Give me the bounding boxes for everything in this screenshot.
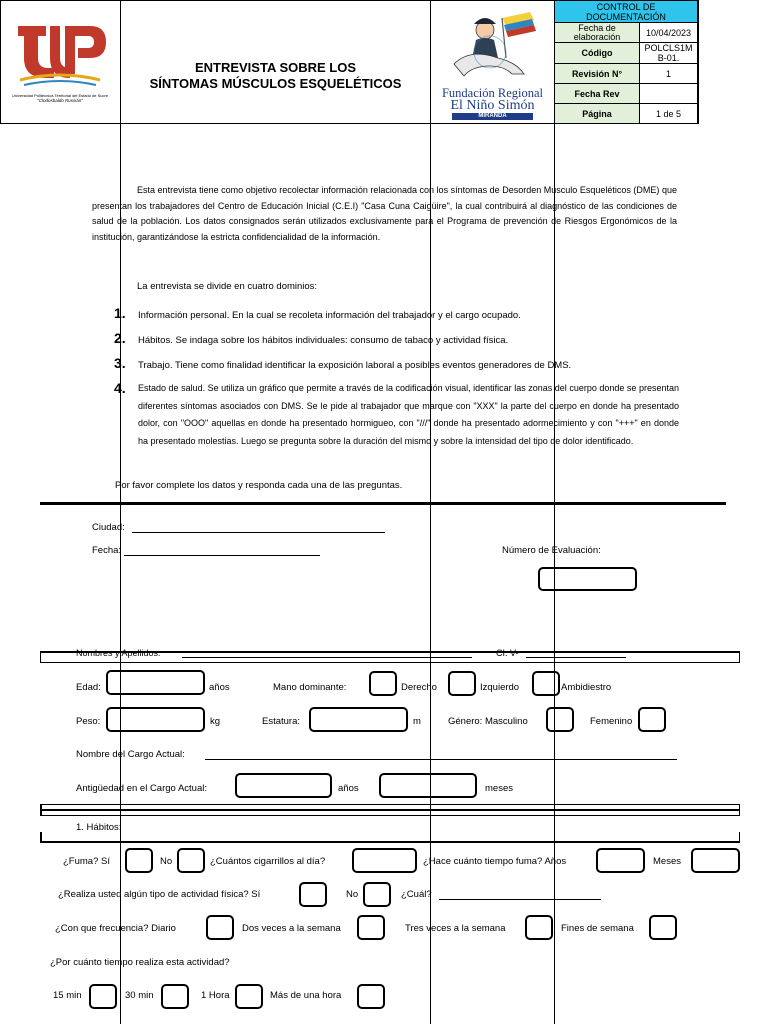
mano-label: Mano dominante: [273, 682, 347, 693]
foundation-name-3: MIRANDA [452, 113, 533, 120]
peso-box[interactable] [106, 707, 205, 732]
title-line-2: SÍNTOMAS MÚSCULOS ESQUELÉTICOS [149, 76, 402, 91]
foundation-name-2: El Niño Simón [450, 98, 535, 113]
derecho-checkbox[interactable] [369, 671, 397, 696]
antiguedad-meses-unit: meses [485, 783, 513, 794]
control-value-revision: 1 [640, 64, 698, 84]
estatura-label: Estatura: [262, 716, 301, 727]
tres-veces-label: Tres veces a la semana [405, 923, 506, 934]
ambidiestro-checkbox[interactable] [532, 671, 560, 696]
antiguedad-label: Antigüedad en el Cargo Actual: [76, 783, 207, 794]
edad-unit: años [209, 682, 230, 693]
nombres-label: Nombres y Apellidos: [76, 648, 161, 658]
hora1-label: 1 Hora [201, 990, 230, 1001]
ciudad-label: Ciudad: [92, 522, 125, 533]
habitos-heading: 1. Hábitos: [76, 822, 122, 833]
habitos-frame [40, 832, 740, 843]
fuma-anos-box[interactable] [596, 848, 645, 873]
por-cuanto-label: ¿Por cuánto tiempo realiza esta actividad? [50, 957, 230, 968]
fuma-meses-label: Meses [653, 856, 681, 867]
actividad-no-checkbox[interactable] [363, 882, 391, 907]
fuma-no-label: No [160, 856, 173, 867]
cigarrillos-label: ¿Cuántos cigarrillos al día? [210, 856, 326, 867]
actividad-label: ¿Realiza usted algún tipo de actividad física? Sí [58, 889, 261, 900]
domain-number: 4. [114, 380, 126, 396]
ciudad-field[interactable] [132, 532, 385, 533]
foundation-logo [440, 8, 545, 120]
fuma-label: ¿Fuma? Sí [63, 856, 110, 867]
fuma-meses-box[interactable] [691, 848, 740, 873]
document-header [0, 0, 699, 124]
estatura-box[interactable] [309, 707, 408, 732]
domain-number: 3. [114, 355, 126, 371]
university-caption-1: Universidad Politécnica Territorial del Estado de Sucre [11, 93, 109, 98]
domain-text: Trabajo. Tiene como finalidad identificar la exposición laboral a posibles eventos generadores de DMS. [138, 360, 572, 371]
fuma-si-checkbox[interactable] [125, 848, 153, 873]
domain-text: Información personal. En la cual se recoleta información del trabajador y el cargo ocupado. [138, 310, 521, 321]
antiguedad-anos-unit: años [338, 783, 359, 794]
title-line-1: ENTREVISTA SOBRE LOS [194, 60, 357, 75]
frecuencia-label: ¿Con que frecuencia? Diario [55, 923, 176, 934]
domain-text: Hábitos. Se indaga sobre los hábitos individuales: consumo de tabaco y actividad física. [138, 335, 509, 346]
antiguedad-anos-box[interactable] [235, 773, 332, 798]
control-label-fecha-rev: Fecha Rev [555, 84, 640, 104]
derecho-label: Derecho [401, 682, 437, 693]
control-label-revision: Revisión N° [555, 64, 640, 84]
domains-intro: La entrevista se divide en cuatro dominios: [137, 281, 318, 292]
fecha-label: Fecha: [92, 545, 122, 556]
tres-veces-checkbox[interactable] [525, 915, 553, 940]
estatura-unit: m [413, 716, 421, 727]
numero-evaluacion-label: Número de Evaluación: [502, 545, 601, 556]
hace-cuanto-label: ¿Hace cuánto tiempo fuma? Años [423, 856, 567, 867]
university-logo-mark-icon [10, 18, 110, 88]
section-divider [42, 809, 740, 811]
min30-label: 30 min [125, 990, 154, 1001]
closing-text: Por favor complete los datos y responda cada una de las preguntas. [115, 480, 403, 491]
ambidiestro-label: Ambidiestro [561, 682, 612, 693]
domain-item-4 [114, 380, 679, 450]
min15-checkbox[interactable] [89, 984, 117, 1009]
cual-field[interactable] [439, 899, 601, 900]
cigarrillos-box[interactable] [352, 848, 417, 873]
hora1-checkbox[interactable] [235, 984, 263, 1009]
fines-checkbox[interactable] [649, 915, 677, 940]
actividad-no-label: No [346, 889, 359, 900]
nino-simon-figure-icon [440, 8, 540, 80]
control-heading: CONTROL DE DOCUMENTACIÓN [555, 1, 698, 23]
university-logo [10, 18, 110, 108]
domains-list [114, 305, 679, 450]
foundation-name-1: Fundación Regional [441, 86, 544, 100]
diario-checkbox[interactable] [206, 915, 234, 940]
fecha-field[interactable] [124, 555, 320, 556]
control-label-pagina: Página [555, 104, 640, 124]
min30-checkbox[interactable] [161, 984, 189, 1009]
femenino-label: Femenino [590, 716, 633, 727]
domain-number: 2. [114, 330, 126, 346]
actividad-si-checkbox[interactable] [299, 882, 327, 907]
section-divider [40, 502, 726, 505]
document-title [121, 60, 430, 92]
domain-text: Estado de salud. Se utiliza un gráfico que permite a través de la codificación visual, identificar las zonas del cuerpo donde se presentan diferentes síntomas asociados con DMS. Se le pide al trabajador que marque con "XXX" la parte del cuerpo en donde ha presentado dolor, con "OOO" aquellas en donde ha presentado hormigueo, con "///" donde ha presentado adormecimiento y con "+++" en donde ha presentado molestias. Luego se pregunta sobre la duración del mismo y sobre la intensidad del tipo de dolor identificado. [138, 383, 679, 446]
numero-evaluacion-box[interactable] [538, 567, 637, 591]
ci-label: CI. V- [496, 648, 519, 658]
domain-item-2 [114, 330, 679, 355]
peso-unit: kg [210, 716, 221, 727]
intro-paragraph: Esta entrevista tiene como objetivo recolectar información relacionada con los síntomas de Desorden Musculo Esqueléticos (DME) que presentan los trabajadores del Centro de Educación Inicial (C.E.I) "Casa Cuna Caigüire", la cual contribuirá al diagnóstico de las condiciones de salud de la población. Los datos consignados serán utilizados exclusivamente para el Programa de prevención de Riesgos Ergonómicos de la institución, garantizándose la estricta confidencialidad de la información. [92, 185, 677, 242]
nombres-field[interactable] [182, 657, 472, 658]
edad-box[interactable] [106, 670, 205, 695]
genero-label: Género: Masculino [448, 716, 528, 727]
mas-hora-label: Más de una hora [270, 990, 342, 1001]
femenino-checkbox[interactable] [638, 707, 666, 732]
ci-field[interactable] [526, 657, 626, 658]
cual-label: ¿Cuál? [401, 889, 432, 900]
cargo-field[interactable] [205, 759, 677, 760]
dos-veces-checkbox[interactable] [357, 915, 385, 940]
antiguedad-meses-box[interactable] [379, 773, 477, 798]
document-control-table [554, 0, 698, 124]
control-label-fecha: Fecha de elaboración [555, 23, 640, 43]
cargo-label: Nombre del Cargo Actual: [76, 749, 185, 760]
fuma-no-checkbox[interactable] [177, 848, 205, 873]
fines-label: Fines de semana [561, 923, 634, 934]
dos-veces-label: Dos veces a la semana [242, 923, 341, 934]
control-value-fecha-rev [640, 84, 698, 104]
masculino-checkbox[interactable] [546, 707, 574, 732]
peso-label: Peso: [76, 716, 101, 727]
izquierdo-checkbox[interactable] [448, 671, 476, 696]
domain-item-1 [114, 305, 679, 330]
control-value-codigo: POLCLS1MB-01. [640, 43, 698, 64]
mas-hora-checkbox[interactable] [357, 984, 385, 1009]
domain-item-3 [114, 355, 679, 380]
domain-number: 1. [114, 305, 126, 321]
university-caption-2: "Clodosbaldo Russián" [37, 98, 83, 103]
control-label-codigo: Código [555, 43, 640, 64]
izquierdo-label: Izquierdo [480, 682, 520, 693]
min15-label: 15 min [53, 990, 82, 1001]
control-value-pagina: 1 de 5 [640, 104, 698, 124]
edad-label: Edad: [76, 682, 101, 693]
control-value-fecha: 10/04/2023 [640, 23, 698, 43]
